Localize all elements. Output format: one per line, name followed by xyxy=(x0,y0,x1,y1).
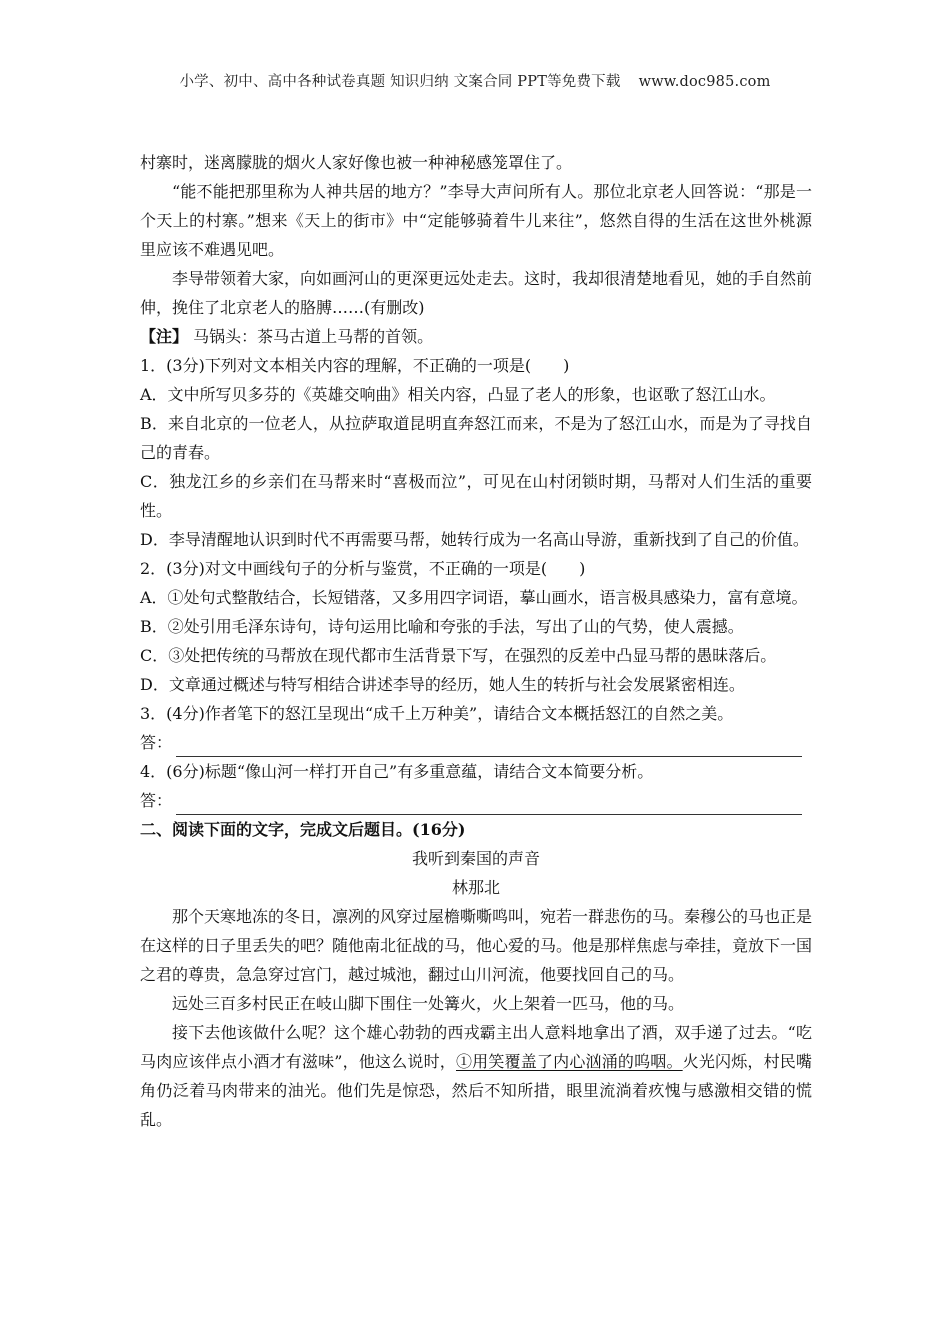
header-site-url[interactable]: www.doc985.com xyxy=(638,74,771,90)
header-site-text: 小学、初中、高中各种试卷真题 知识归纳 文案合同 PPT等免费下载 xyxy=(179,74,621,90)
question-1-option-d: D．李导清醒地认识到时代不再需要马帮，她转行成为一名高山导游，重新找到了自己的价值。 xyxy=(140,530,809,549)
question-2-option-b: B．②处引用毛泽东诗句，诗句运用比喻和夸张的手法，写出了山的气势，使人震撼。 xyxy=(140,617,744,636)
note-text: 马锅头：茶马古道上马帮的首领。 xyxy=(193,327,434,346)
note xyxy=(140,322,812,351)
article-paragraph: 远处三百多村民正在岐山脚下围住一处篝火，火上架着一匹马，他的马。 xyxy=(172,994,685,1013)
answer-label: 答： xyxy=(140,733,173,752)
question-1-option-a: A．文中所写贝多芬的《英雄交响曲》相关内容，凸显了老人的形象，也讴歌了怒江山水。 xyxy=(140,385,776,404)
underlined-sentence-1: ①用笑覆盖了内心汹涌的呜咽。 xyxy=(455,1052,683,1071)
question-4-answer xyxy=(140,786,812,815)
question-4-stem: 4．(6分)标题“像山河一样打开自己”有多重意蕴，请结合文本简要分析。 xyxy=(140,762,654,781)
note-label: 【注】 xyxy=(140,327,189,346)
question-2-option-a: A．①处句式整散结合，长短错落，又多用四字词语，摹山画水，语言极具感染力，富有意境。 xyxy=(140,588,808,607)
article-paragraph: 那个天寒地冻的冬日，凛冽的风穿过屋檐嘶嘶鸣叫，宛若一群悲伤的马。秦穆公的马也正是在这样的日子里丢失的吧？随他南北征战的马，他心爱的马。他是那样焦虑与牵挂，竟放下一国之君的尊贵，急急穿过宫门，越过城池，翻过山川河流，他要找回自己的马。 xyxy=(140,907,813,984)
passage-paragraph: 村寨时，迷离朦胧的烟火人家好像也被一种神秘感笼罩住了。 xyxy=(140,153,573,172)
paragraph-text: 接下去他该做什么呢？这个雄心勃勃的西戎霸主出人意料地拿出了酒，双手递了过去。“吃马肉应该伴点小酒才有滋味”，他这么说时， xyxy=(140,1023,812,1071)
answer-line[interactable] xyxy=(176,738,802,757)
question-3-answer xyxy=(140,728,812,757)
answer-line[interactable] xyxy=(176,796,802,815)
question-3-stem: 3．(4分)作者笔下的怒江呈现出“成千上万种美”，请结合文本概括怒江的自然之美。 xyxy=(140,704,734,723)
page-header xyxy=(0,70,950,91)
article-author: 林那北 xyxy=(451,878,500,897)
question-2-stem: 2．(3分)对文中画线句子的分析与鉴赏，不正确的一项是( ) xyxy=(140,559,586,578)
passage-paragraph: 李导带领着大家，向如画河山的更深更远处走去。这时，我却很清楚地看见，她的手自然前伸，挽住了北京老人的胳膊……(有删改) xyxy=(140,269,813,317)
question-2-option-d: D．文章通过概述与特写相结合讲述李导的经历，她人生的转折与社会发展紧密相连。 xyxy=(140,675,745,694)
article-paragraph xyxy=(140,1018,812,1134)
document-body xyxy=(140,148,812,1134)
question-1-option-c: C．独龙江乡的乡亲们在马帮来时“喜极而泣”，可见在山村闭锁时期，马帮对人们生活的重要性。 xyxy=(140,472,812,520)
passage-paragraph: “能不能把那里称为人神共居的地方？”李导大声问所有人。那位北京老人回答说：“那是一个天上的村寨。”想来《天上的街市》中“定能够骑着牛儿来往”，悠然自得的生活在这世外桃源里应该不难遇见吧。 xyxy=(140,182,812,259)
paragraph-text: 火光闪烁，村民嘴角仍泛着马肉带来的油光。他们先是惊恐，然后不知所措，眼里流淌着疚愧与感激相交错的慌乱。 xyxy=(140,1052,812,1129)
section-2-heading: 二、阅读下面的文字，完成文后题目。(16分) xyxy=(140,820,466,839)
article-title: 我听到秦国的声音 xyxy=(411,849,540,868)
question-1-stem: 1．(3分)下列对文本相关内容的理解，不正确的一项是( ) xyxy=(140,356,570,375)
question-1-option-b: B．来自北京的一位老人，从拉萨取道昆明直奔怒江而来，不是为了怒江山水，而是为了寻找自己的青春。 xyxy=(140,414,812,462)
question-2-option-c: C．③处把传统的马帮放在现代都市生活背景下写，在强烈的反差中凸显马帮的愚昧落后。 xyxy=(140,646,777,665)
answer-label: 答： xyxy=(140,791,173,810)
